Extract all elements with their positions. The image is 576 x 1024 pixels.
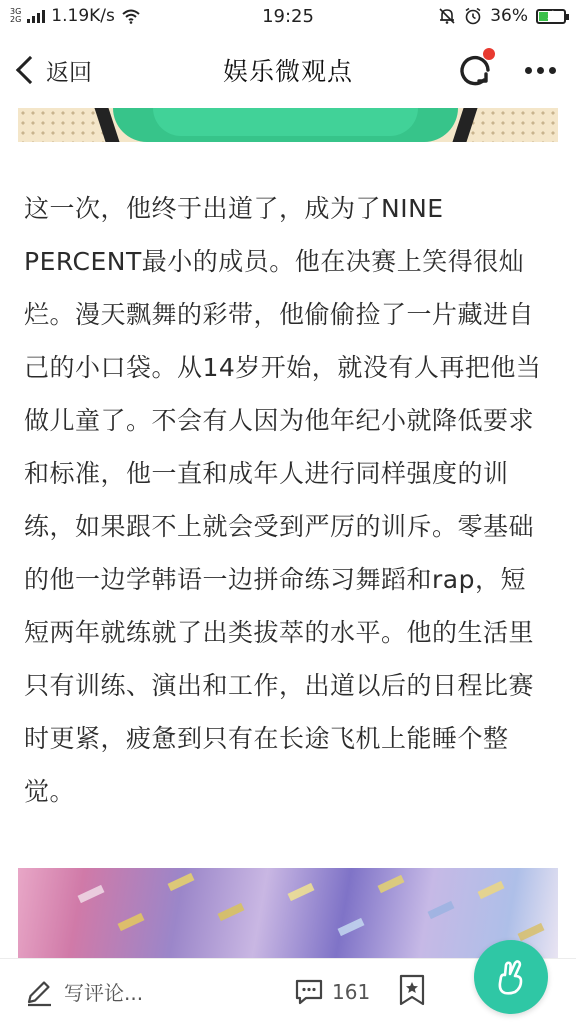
- mute-bell-icon: [438, 7, 456, 25]
- charging-icon: ⚡: [546, 7, 555, 22]
- back-label: 返回: [46, 59, 92, 86]
- comments-button[interactable]: [294, 978, 370, 1006]
- battery-percent: 36%: [490, 6, 528, 26]
- more-button[interactable]: [525, 67, 556, 74]
- floating-action-button[interactable]: [474, 940, 548, 1014]
- signal-icon: [27, 9, 45, 23]
- status-left: [10, 6, 210, 26]
- pencil-icon: [24, 977, 54, 1007]
- network-type-bottom: 2G: [10, 15, 22, 24]
- article-body: [24, 182, 548, 818]
- bookmark-star-icon: [398, 974, 426, 1006]
- alarm-icon: [464, 7, 482, 25]
- nav-bar: [0, 32, 576, 108]
- victory-hand-icon: [491, 957, 531, 997]
- wifi-icon: [121, 8, 141, 24]
- article-image-bottom: [18, 868, 558, 958]
- nav-actions: [426, 48, 576, 92]
- status-time: 19:25: [262, 5, 314, 27]
- comment-input[interactable]: [0, 977, 280, 1007]
- comment-icon: [294, 978, 324, 1006]
- back-button[interactable]: [0, 32, 150, 108]
- network-type: [10, 8, 21, 24]
- network-type-top: 3G: [10, 7, 22, 16]
- comment-placeholder: 写评论...: [64, 981, 144, 1005]
- notification-dot: [483, 48, 495, 60]
- article-image-top: [18, 108, 558, 142]
- chevron-left-icon: [16, 56, 44, 84]
- refresh-button[interactable]: [453, 48, 497, 92]
- status-right: [366, 6, 566, 26]
- page-title: 娱乐微观点: [222, 57, 353, 86]
- comment-count: 161: [332, 979, 371, 1004]
- article-paragraph: 这一次，他终于出道了，成为了NINE PERCENT最小的成员。他在决赛上笑得很灿烂。漫天飘舞的彩带，他偷偷捡了一片藏进自己的小口袋。从14岁开始，就没有人再把他当做儿童了。不会有人因为他年纪小就降低要求和标准，他一直和成年人进行同样强度的训练，如果跟不上就会受到严厉的训斥。零基础的他一边学韩语一边拼命练习舞蹈和rap，短短两年就练就了出类拔萃的水平。他的生活里只有训练、演出和工作，出道以后的日程比赛时更紧，疲惫到只有在长途飞机上能睡个整觉。: [24, 194, 542, 806]
- status-bar: [0, 0, 576, 32]
- network-speed: 1.19K/s: [51, 6, 115, 26]
- more-icon: [525, 67, 532, 74]
- bookmark-button[interactable]: [398, 974, 426, 1010]
- battery-icon: [536, 9, 566, 24]
